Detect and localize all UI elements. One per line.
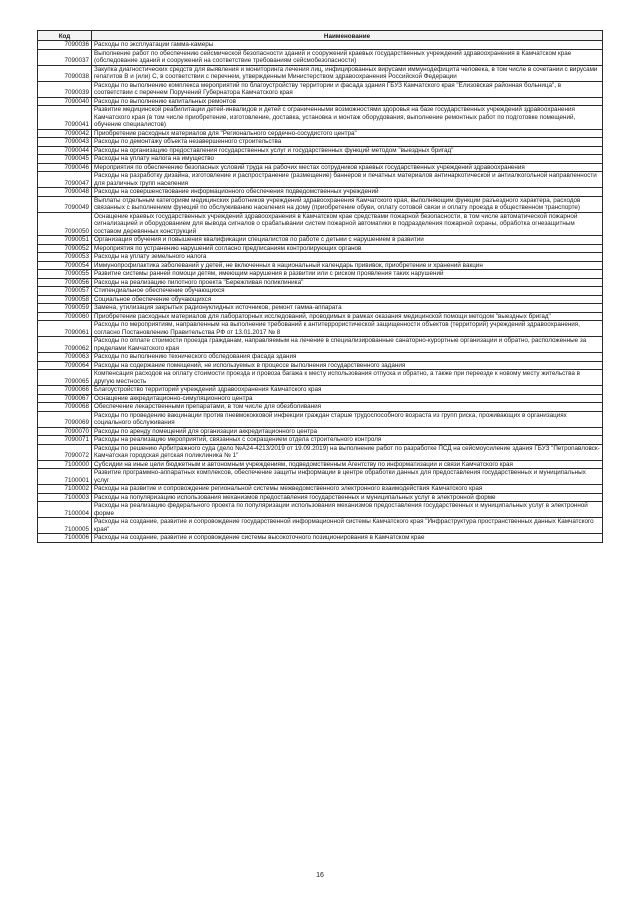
row-code: 7090044 xyxy=(38,146,92,155)
row-name: Компенсация расходов на оплату стоимости проезда и провоза багажа к месту использования отпуска и обратно, а также при переезде к новому месту жительства в другую местность xyxy=(92,370,603,386)
row-code: 7090046 xyxy=(38,163,92,172)
row-name: Оснащение аккредитационно-симуляционного центра xyxy=(92,394,603,403)
row-name: Расходы на реализацию мероприятий, связанных с сокращением отдела строительного контроля xyxy=(92,436,603,445)
row-name: Приобретение расходных материалов для "Регионального сердечно-сосудистого центра" xyxy=(92,129,603,138)
row-name: Организация обучения и повышения квалификации специалистов по работе с детьми с нарушением в развитии xyxy=(92,236,603,245)
table-row xyxy=(38,236,603,245)
row-name: Мероприятия по устранению нарушений согласно предписаниям контролирующих органов xyxy=(92,244,603,253)
row-name: Обеспечение лекарственными препаратами, в том числе для обезболивания xyxy=(92,403,603,412)
table-row xyxy=(38,485,603,494)
table-row xyxy=(38,353,603,362)
table-row xyxy=(38,427,603,436)
row-code: 7100006 xyxy=(38,534,92,543)
row-name: Расходы на организацию предоставления государственных услуг и государственных функций методом "выездных бригад" xyxy=(92,146,603,155)
row-code: 7090057 xyxy=(38,287,92,296)
row-code: 7090066 xyxy=(38,386,92,395)
row-code: 7090047 xyxy=(38,172,92,188)
row-code: 7090041 xyxy=(38,106,92,130)
row-code: 7090042 xyxy=(38,129,92,138)
table-row xyxy=(38,295,603,304)
table-row xyxy=(38,436,603,445)
row-name: Расходы по оплате стоимости проезда гражданам, направляемым на лечение в специализированные санаторно-курортные организации и обратно, расположенные за пределами Камчатского края xyxy=(92,337,603,353)
table-row xyxy=(38,244,603,253)
table-row xyxy=(38,370,603,386)
header-name: Наименование xyxy=(92,31,603,41)
row-name: Расходы по выполнению комплекса мероприятий по благоустройству территории и фасада здания ГБУЗ Камчатского края "Елизовская районная больница", в соответствии с перечнем Поручений Губернатора Камчатского края xyxy=(92,81,603,97)
table-row xyxy=(38,337,603,353)
row-code: 7090045 xyxy=(38,155,92,164)
row-code: 7090038 xyxy=(38,65,92,81)
table-row xyxy=(38,253,603,262)
table-row xyxy=(38,196,603,212)
row-code: 7090052 xyxy=(38,244,92,253)
row-code: 7090070 xyxy=(38,427,92,436)
table-row xyxy=(38,518,603,534)
table-row xyxy=(38,403,603,412)
row-code: 7090068 xyxy=(38,403,92,412)
row-name: Расходы по выполнению капитальных ремонтов xyxy=(92,97,603,106)
row-name: Развитие медицинской реабилитации детей-инвалидов и детей с ограниченными возможностями здоровья на базе государственных учреждений здравоохранения Камчатского края (в том числе приобретение, изготовление, доставка, установка и монтаж оборудования, выполнение ремонтных работ по подготовке помещений, обучение специалистов) xyxy=(92,106,603,130)
table-row xyxy=(38,270,603,279)
table-row xyxy=(38,469,603,485)
table-row xyxy=(38,278,603,287)
row-name: Субсидии на иные цели бюджетным и автономным учреждениям, подведомственным Агентству по информатизации и связи Камчатского края xyxy=(92,460,603,469)
row-code: 7090072 xyxy=(38,444,92,460)
table-row xyxy=(38,212,603,236)
row-name: Расходы на создание, развитие и сопровождение системы высокоточного позиционирования в Камчатском крае xyxy=(92,534,603,543)
row-code: 7090058 xyxy=(38,295,92,304)
row-name: Иммунопрофилактика заболеваний у детей, не включенных в национальный календарь прививок, приобретение и хранений вакцин xyxy=(92,261,603,270)
budget-code-table-page xyxy=(37,30,602,543)
table-row xyxy=(38,97,603,106)
row-name: Мероприятия по обеспечению безопасных условий труда на рабочих местах сотрудников краевых государственных учреждений здравоохранения xyxy=(92,163,603,172)
table-row xyxy=(38,444,603,460)
row-code: 7090056 xyxy=(38,278,92,287)
table-row xyxy=(38,304,603,313)
row-name: Расходы по решению Арбитражного суда (дело №А24-4213/2019 от 19.09.2019) на выполнение работ по разработке ПСД на сейсмоусиление здания ГБУЗ "Петропавловск-Камчатская городская детская поликлиника № 1" xyxy=(92,444,603,460)
row-name: Расходы на содержание помещений, не используемых в процессе выполнения государственного задания xyxy=(92,361,603,370)
row-code: 7100002 xyxy=(38,485,92,494)
row-name: Расходы на совершенствование информационного обеспечения подведомственных учреждений xyxy=(92,188,603,197)
table-row xyxy=(38,188,603,197)
row-code: 7090050 xyxy=(38,212,92,236)
row-name: Расходы по мероприятиям, направленным на выполнение требований к антитеррористической защищенности объектов (территорий) учреждений здравоохранения, согласно Постановлению Правительства РФ от 13.01.2017 № 8 xyxy=(92,321,603,337)
row-code: 7090064 xyxy=(38,361,92,370)
row-name: Расходы по демонтажу объекта незавершенного строительства xyxy=(92,138,603,147)
row-name: Расходы на развитие и сопровождение региональной системы межведомственного электронного взаимодействия Камчатского края xyxy=(92,485,603,494)
table-row xyxy=(38,129,603,138)
row-name: Расходы на создание, развитие и сопровождение государственной информационной системы Камчатского края "Инфраструктура пространственных данных Камчатского края" xyxy=(92,518,603,534)
row-name: Расходы на реализацию федерального проекта по популяризации использования механизмов предоставления государственных и муниципальных услуг в электронной форме xyxy=(92,502,603,518)
row-name: Расходы на популяризацию использования механизмов предоставления государственных и муниципальных услуг в электронной форме xyxy=(92,493,603,502)
row-name: Расходы на разработку дизайна, изготовление и распространение (размещение) баннеров и печатных материалов антинаркотической и антиалкогольной направленности для различных групп населения xyxy=(92,172,603,188)
row-name: Расходы по эксплуатации гамма-камеры xyxy=(92,41,603,50)
page-number: 16 xyxy=(316,872,324,879)
row-code: 7100003 xyxy=(38,493,92,502)
row-code: 7100001 xyxy=(38,469,92,485)
row-code: 7090053 xyxy=(38,253,92,262)
row-name: Оснащение краевых государственных учреждений здравоохранения в Камчатском крае средствами пожарной безопасности, в том числе автоматической пожарной сигнализацией и оборудованием для вывода сигналов о срабатывании систем пожарной автоматики в подразделения пожарной охраны, обработка огнезащитным составом деревянных конструкций xyxy=(92,212,603,236)
row-code: 7090049 xyxy=(38,196,92,212)
table-row xyxy=(38,41,603,50)
table-row xyxy=(38,106,603,130)
row-code: 7090036 xyxy=(38,41,92,50)
row-name: Стипендиальное обеспечение обучающихся xyxy=(92,287,603,296)
row-name: Развитие системы ранней помощи детям, имеющим нарушения в развитии или с риском проявления таких нарушений xyxy=(92,270,603,279)
table-row xyxy=(38,460,603,469)
table-row xyxy=(38,172,603,188)
table-row xyxy=(38,386,603,395)
row-name: Развитие программно-аппаратных комплексов, обеспечение защиты информации в центре обработки данных для предоставления государственных и муниципальных услуг xyxy=(92,469,603,485)
table-row xyxy=(38,49,603,65)
row-code: 7090062 xyxy=(38,337,92,353)
row-name: Выплаты отдельным категориям медицинских работников учреждений здравоохранения Камчатского края, выполняющим функции разъездного характера, расходов связанных с выполнением функций по обслуживанию населения на дому (приобретение обуви, оплату сотовой связи и оплату проезда в общественном транспорте) xyxy=(92,196,603,212)
table-row xyxy=(38,163,603,172)
row-name: Выполнение работ по обеспечению сейсмической безопасности зданий и сооружений краевых государственных учреждений здравоохранения в Камчатском крае (обследование зданий и сооружений на соответствие требованиям сейсмобезопасности) xyxy=(92,49,603,65)
row-code: 7090063 xyxy=(38,353,92,362)
row-name: Благоустройство территорий учреждений здравоохранения Камчатского края xyxy=(92,386,603,395)
row-code: 7100005 xyxy=(38,518,92,534)
row-code: 7090059 xyxy=(38,304,92,313)
row-code: 7090039 xyxy=(38,81,92,97)
table-row xyxy=(38,534,603,543)
table-row xyxy=(38,411,603,427)
table-row xyxy=(38,261,603,270)
row-code: 7090037 xyxy=(38,49,92,65)
table-row xyxy=(38,65,603,81)
row-code: 7090065 xyxy=(38,370,92,386)
row-code: 7090067 xyxy=(38,394,92,403)
row-code: 7090055 xyxy=(38,270,92,279)
table-row xyxy=(38,321,603,337)
row-code: 7100004 xyxy=(38,502,92,518)
row-code: 7090061 xyxy=(38,321,92,337)
row-code: 7090043 xyxy=(38,138,92,147)
table-row xyxy=(38,146,603,155)
row-name: Расходы на реализацию пилотного проекта "Бережливая поликлиника" xyxy=(92,278,603,287)
row-code: 7090060 xyxy=(38,312,92,321)
row-name: Расходы по аренду помещений для организации аккредитационного центра xyxy=(92,427,603,436)
row-code: 7090071 xyxy=(38,436,92,445)
table-row xyxy=(38,493,603,502)
table-row xyxy=(38,312,603,321)
row-name: Замена, утилизация закрытых радионуклидных источников, ремонт гамма-аппарата xyxy=(92,304,603,313)
budget-code-table xyxy=(37,30,603,543)
row-code: 7090048 xyxy=(38,188,92,197)
table-body xyxy=(38,41,603,543)
table-header-row xyxy=(38,31,603,41)
table-row xyxy=(38,502,603,518)
row-name: Приобретение расходных материалов для лабораторных исследований, проводимых в рамках оказания медицинской помощи методом "выездных бригад" xyxy=(92,312,603,321)
row-name: Расходы по проведению вакцинации против пневмококковой инфекции граждан старше трудоспособного возраста из групп риска, проживающих в организациях социального обслуживания xyxy=(92,411,603,427)
row-code: 7090069 xyxy=(38,411,92,427)
table-row xyxy=(38,138,603,147)
row-name: Социальное обеспечение обучающихся xyxy=(92,295,603,304)
table-row xyxy=(38,361,603,370)
row-name: Расходы на уплату земельного налога xyxy=(92,253,603,262)
row-code: 7090054 xyxy=(38,261,92,270)
row-code: 7100000 xyxy=(38,460,92,469)
table-row xyxy=(38,394,603,403)
row-code: 7090040 xyxy=(38,97,92,106)
table-row xyxy=(38,155,603,164)
row-name: Расходы по выполнению технического обследования фасада здания xyxy=(92,353,603,362)
row-code: 7090051 xyxy=(38,236,92,245)
row-name: Расходы на уплату налога на имущество xyxy=(92,155,603,164)
table-row xyxy=(38,287,603,296)
table-row xyxy=(38,81,603,97)
row-name: Закупка диагностических средств для выявления и мониторинга лечения лиц, инфицированных вирусами иммунодефицита человека, в том числе в сочетании с вирусами гепатитов B и (или) C, в соответствии с перечнем, утвержденным Министерством здравоохранения Российской Федерации xyxy=(92,65,603,81)
header-code: Код xyxy=(38,31,92,41)
